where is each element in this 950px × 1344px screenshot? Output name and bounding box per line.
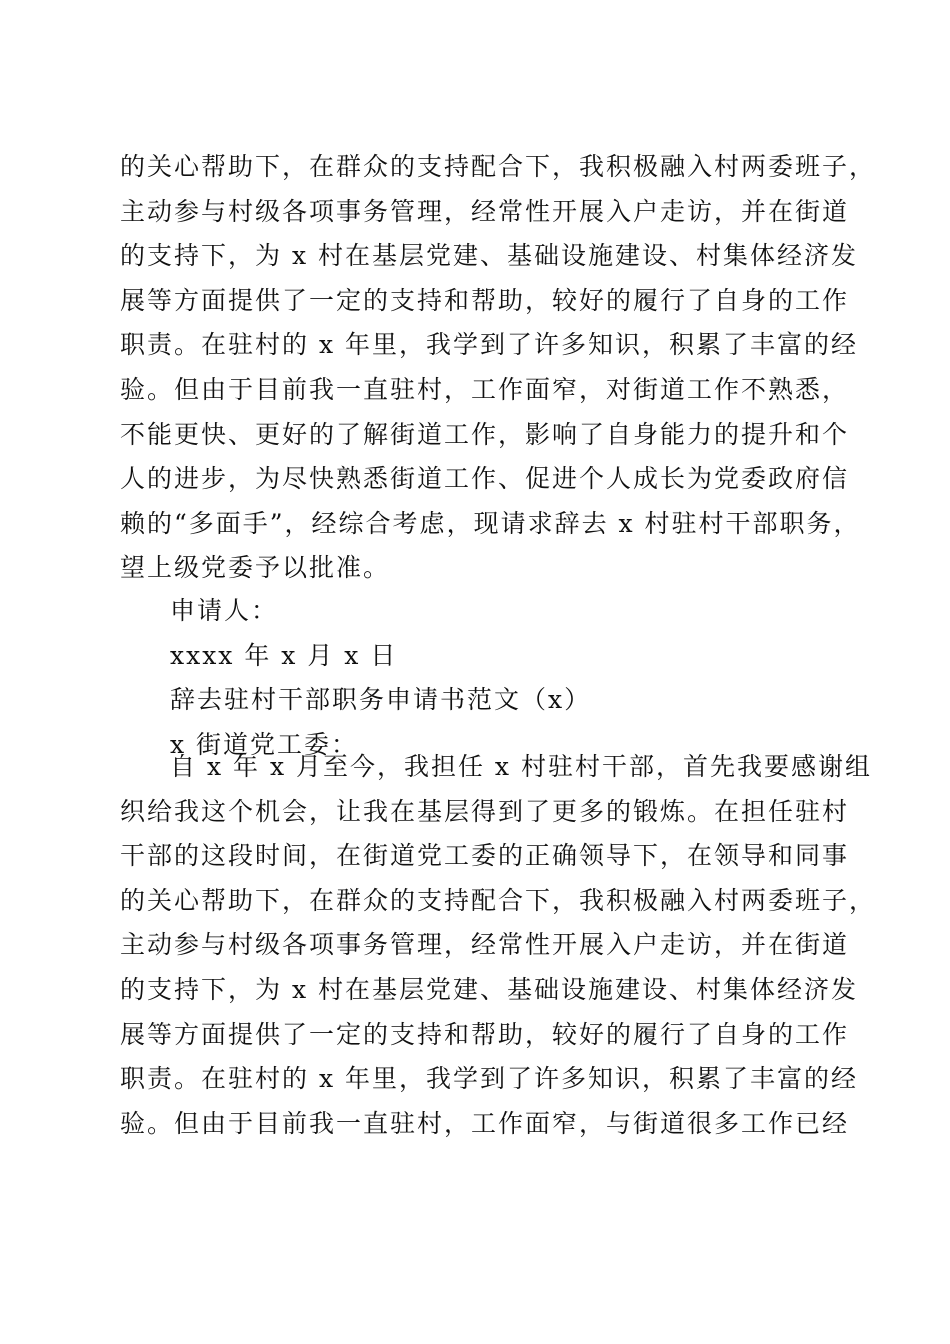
paragraph-line: 人的进步，为尽快熟悉街道工作、促进个人成长为党委政府信	[120, 464, 850, 494]
section-title: 辞去驻村干部职务申请书范文（x）	[170, 685, 592, 714]
paragraph-line: 干部的这段时间，在街道党工委的正确领导下，在领导和同事	[120, 841, 850, 871]
paragraph-line: 的支持下，为 x 村在基层党建、基础设施建设、村集体经济发	[120, 241, 858, 271]
paragraph-line: 展等方面提供了一定的支持和帮助，较好的履行了自身的工作	[120, 285, 850, 315]
salutation: x 街道党工委：	[170, 730, 359, 759]
paragraph-line: 不能更快、更好的了解街道工作，影响了自身能力的提升和个	[120, 419, 850, 449]
paragraph-line: 的关心帮助下，在群众的支持配合下，我积极融入村两委班子，	[120, 885, 877, 915]
paragraph-line: 的支持下，为 x 村在基层党建、基础设施建设、村集体经济发	[120, 974, 858, 1004]
paragraph-body	[120, 745, 877, 1146]
applicant-label: 申请人：	[170, 596, 279, 625]
paragraph-line: 职责。在驻村的 x 年里，我学到了许多知识，积累了丰富的经	[120, 1064, 858, 1094]
paragraph-line: 织给我这个机会，让我在基层得到了更多的锻炼。在担任驻村	[120, 796, 850, 826]
paragraph-line: 职责。在驻村的 x 年里，我学到了许多知识，积累了丰富的经	[120, 330, 858, 360]
paragraph-line: 的关心帮助下，在群众的支持配合下，我积极融入村两委班子，	[120, 152, 877, 181]
paragraph-continuation	[120, 145, 877, 591]
paragraph-line: 展等方面提供了一定的支持和帮助，较好的履行了自身的工作	[120, 1019, 850, 1049]
paragraph-line: 主动参与村级各项事务管理，经常性开展入户走访，并在街道	[120, 930, 850, 960]
paragraph-line: 验。但由于目前我一直驻村，工作面窄，对街道工作不熟悉，	[120, 374, 850, 404]
date-line: xxxx 年 x 月 x 日	[170, 641, 398, 670]
paragraph-line: 验。但由于目前我一直驻村，工作面窄，与街道很多工作已经	[120, 1108, 850, 1138]
paragraph-line: 赖的“多面手”，经综合考虑，现请求辞去 x 村驻村干部职务，	[120, 508, 861, 538]
paragraph-line: 自 x 年 x 月至今，我担任 x 村驻村干部，首先我要感谢组	[170, 752, 872, 781]
paragraph-line: 主动参与村级各项事务管理，经常性开展入户走访，并在街道	[120, 196, 850, 226]
paragraph-line: 望上级党委予以批准。	[120, 553, 391, 583]
